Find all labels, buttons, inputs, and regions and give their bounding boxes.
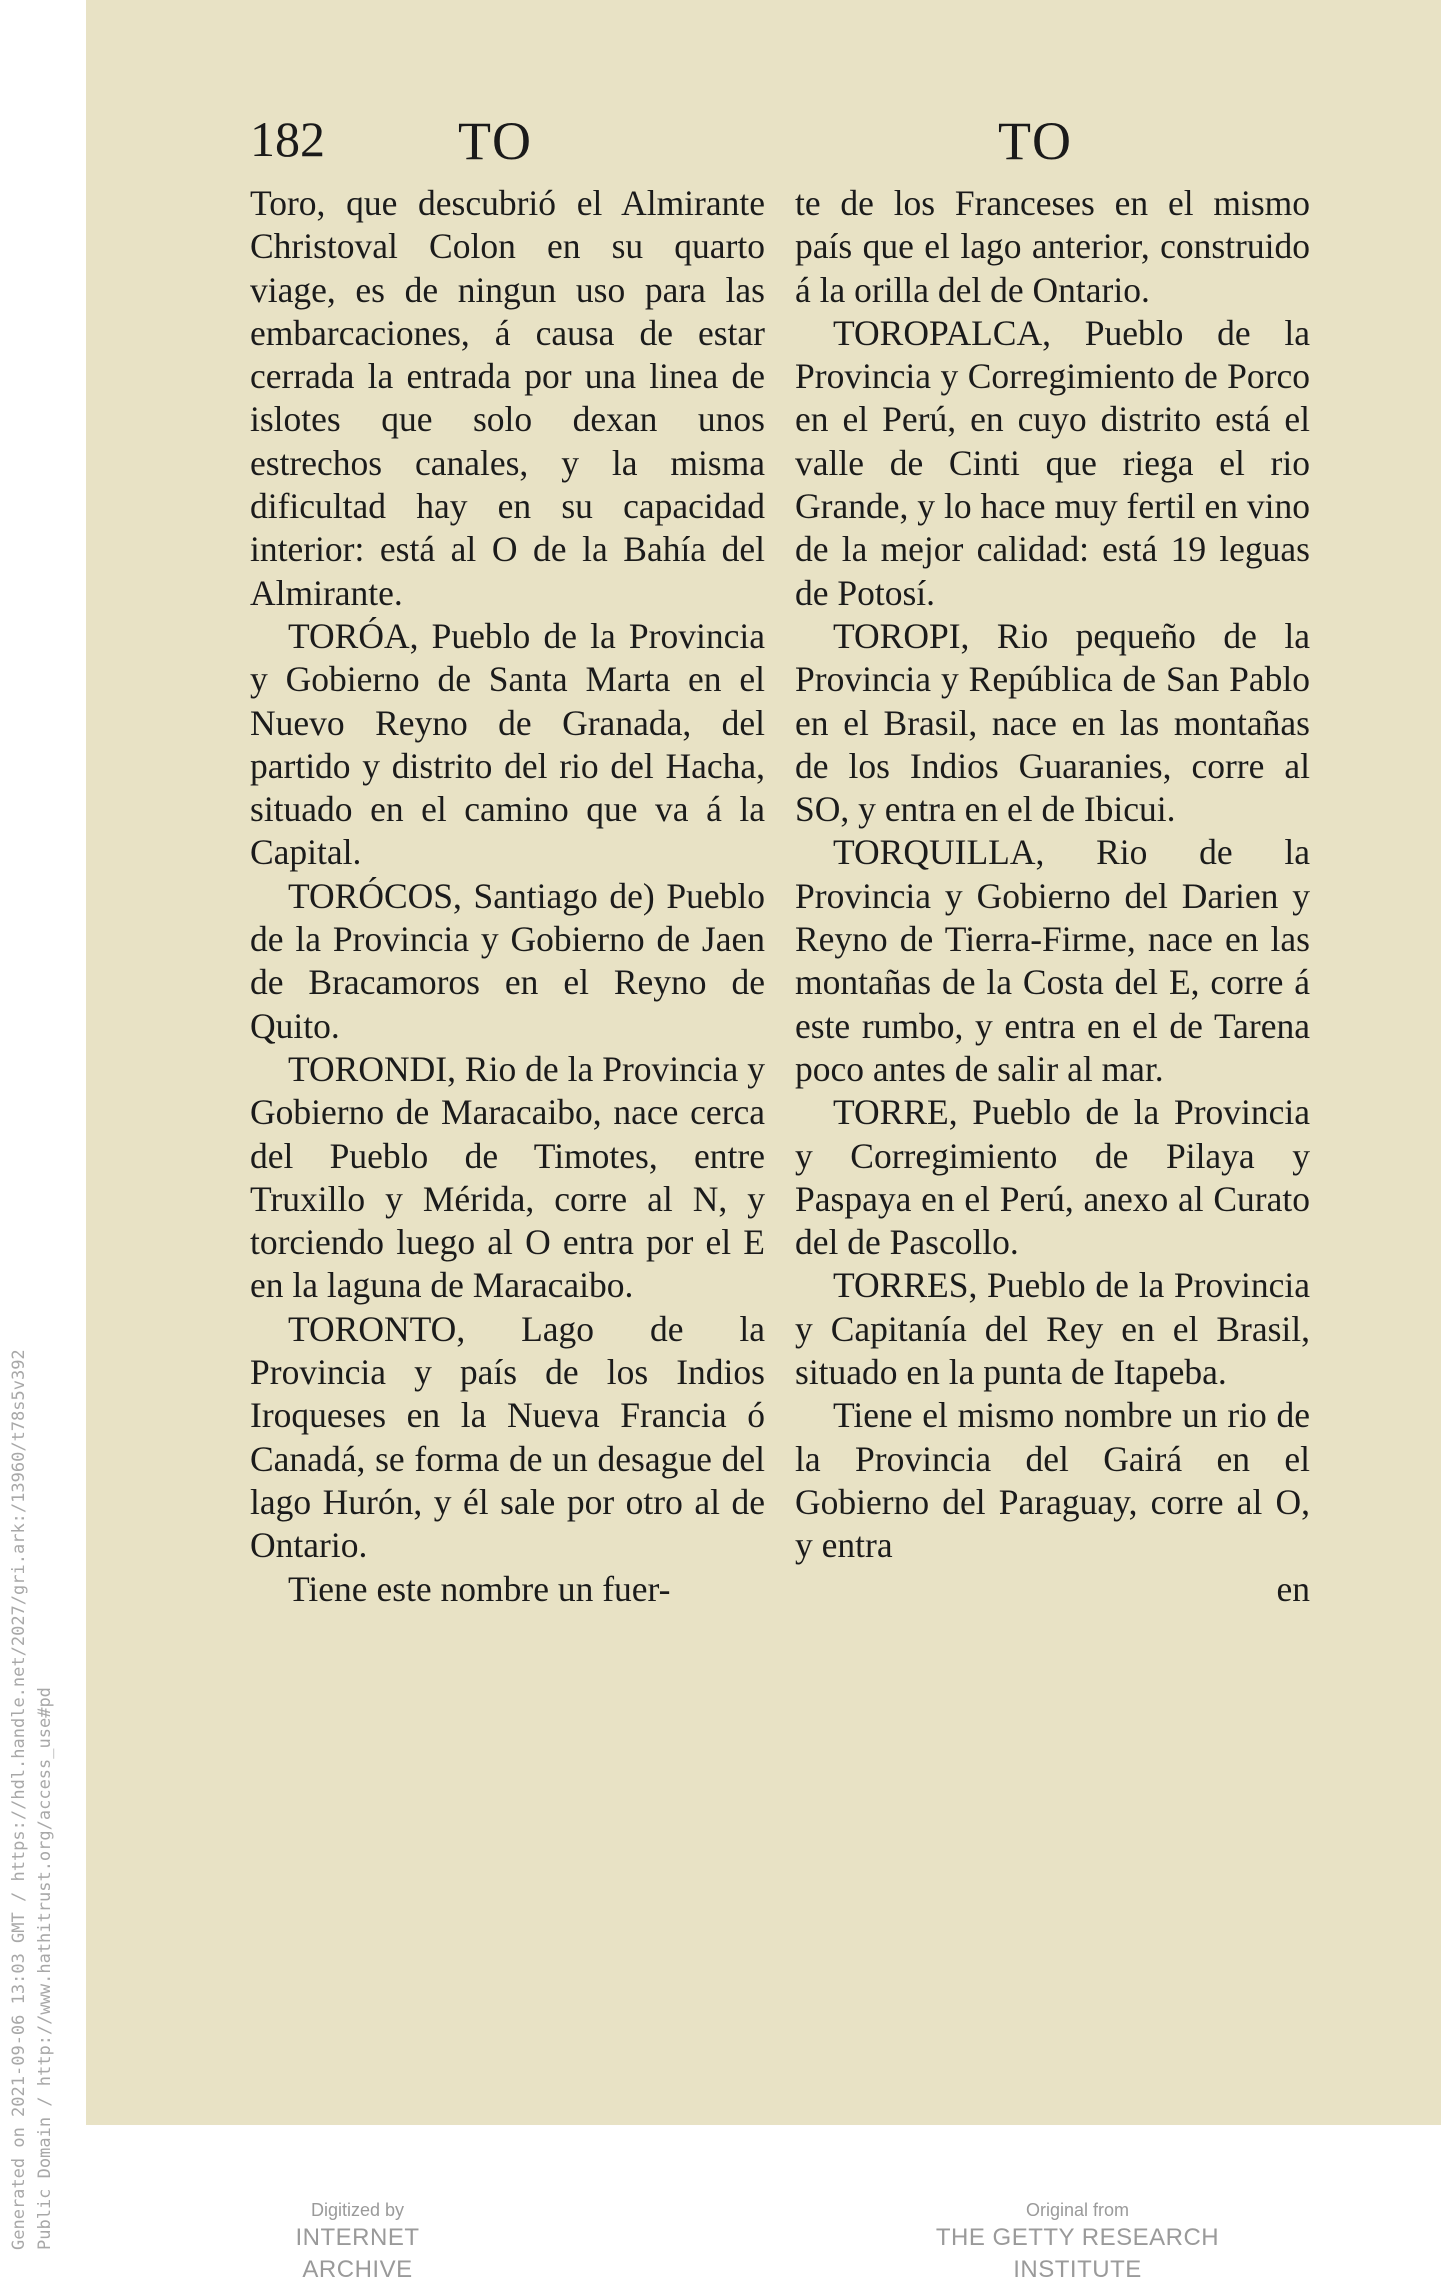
entry-torocos: TORÓCOS, Santiago de) Pueblo de la Provincia y Gobierno de Jaen de Bracamoros en el Reyno de Quito. (250, 875, 765, 1046)
entry-toro-continued: Toro, que descubrió el Almirante Christoval Colon en su quarto viage, es de ningun uso para las embarcaciones, á causa de estar cerrada la entrada por una linea de islotes que solo dexan unos estrechos canales, y la misma dificultad hay en su capacidad interior: está al O de la Bahía del Almirante. (250, 183, 765, 613)
entry-toronto-fort: Tiene este nombre un fuer- (288, 1568, 671, 1609)
watermark-line-generated: Generated on 2021-09-06 13:03 GMT / https://hdl.handle.net/2027/gri.ark:/13960/t78s5v392 (9, 1349, 29, 2250)
digitized-by-credit (250, 2198, 465, 2286)
entry-toroa: TORÓA, Pueblo de la Provincia y Gobierno de Santa Marta en el Nuevo Reyno de Granada, del partido y distrito del rio del Hacha, situado en el camino que va á la Capital. (250, 615, 765, 873)
running-head-right: TO (998, 111, 1074, 171)
page-number: 182 (250, 111, 325, 167)
digitized-by-label: Digitized by (310, 2200, 405, 2220)
left-column (250, 182, 765, 1611)
entry-torondi: TORONDI, Rio de la Provincia y Gobierno de Maracaibo, nace cerca del Pueblo de Timotes, entre Truxillo y Mérida, corre al N, y torciendo luego al O entra por el E en la laguna de Maracaibo. (250, 1048, 765, 1306)
entry-toronto-fort-continued: te de los Franceses en el mismo país que el lago anterior, construido á la orilla del de Ontario. (795, 183, 1310, 310)
entry-torquilla: TORQUILLA, Rio de la Provincia y Gobierno del Darien y Reyno de Tierra-Firme, nace en las montañas de la Costa del E, corre á este rumbo, y entra en el de Tarena poco antes de salir al mar. (795, 832, 1310, 1089)
internet-archive-label: INTERNET ARCHIVE (295, 2224, 420, 2283)
getty-institute-label: THE GETTY RESEARCH INSTITUTE (935, 2224, 1220, 2283)
hathitrust-watermark (0, 0, 86, 2255)
entry-torres-river: Tiene el mismo nombre un rio de la Provincia del Gairá en el Gobierno del Paraguay, corre al O, y entra (795, 1395, 1310, 1566)
catchword: en (1276, 1568, 1310, 1609)
entry-torres: TORRES, Pueblo de la Provincia y Capitanía del Rey en el Brasil, situado en la punta de Itapeba. (795, 1265, 1310, 1393)
entry-toronto: TORONTO, Lago de la Provincia y país de los Indios Iroqueses en la Nueva Francia ó Canadá, se forma de un desague del lago Hurón, y él sale por otro al de Ontario. (250, 1308, 765, 1566)
right-column (795, 182, 1310, 1611)
original-from-credit (885, 2198, 1270, 2286)
entry-toropalca: TOROPALCA, Pueblo de la Provincia y Corregimiento de Porco en el Perú, en cuyo distrito está el valle de Cinti que riega el rio Grande, y lo hace muy fertil en vino de la mejor calidad: está 19 leguas de Potosí. (795, 312, 1310, 613)
running-head-left: TO (458, 111, 534, 171)
watermark-line-public-domain: Public Domain / http://www.hathitrust.org/access_use#pd (35, 1687, 55, 2250)
entry-toropi: TOROPI, Rio pequeño de la Provincia y República de San Pablo en el Brasil, nace en las montañas de los Indios Guaranies, corre al SO, y entra en el de Ibicui. (795, 615, 1310, 830)
entry-torre: TORRE, Pueblo de la Provincia y Corregimiento de Pilaya y Paspaya en el Perú, anexo al Curato del de Pascollo. (795, 1092, 1310, 1263)
original-from-label: Original from (1025, 2200, 1130, 2220)
